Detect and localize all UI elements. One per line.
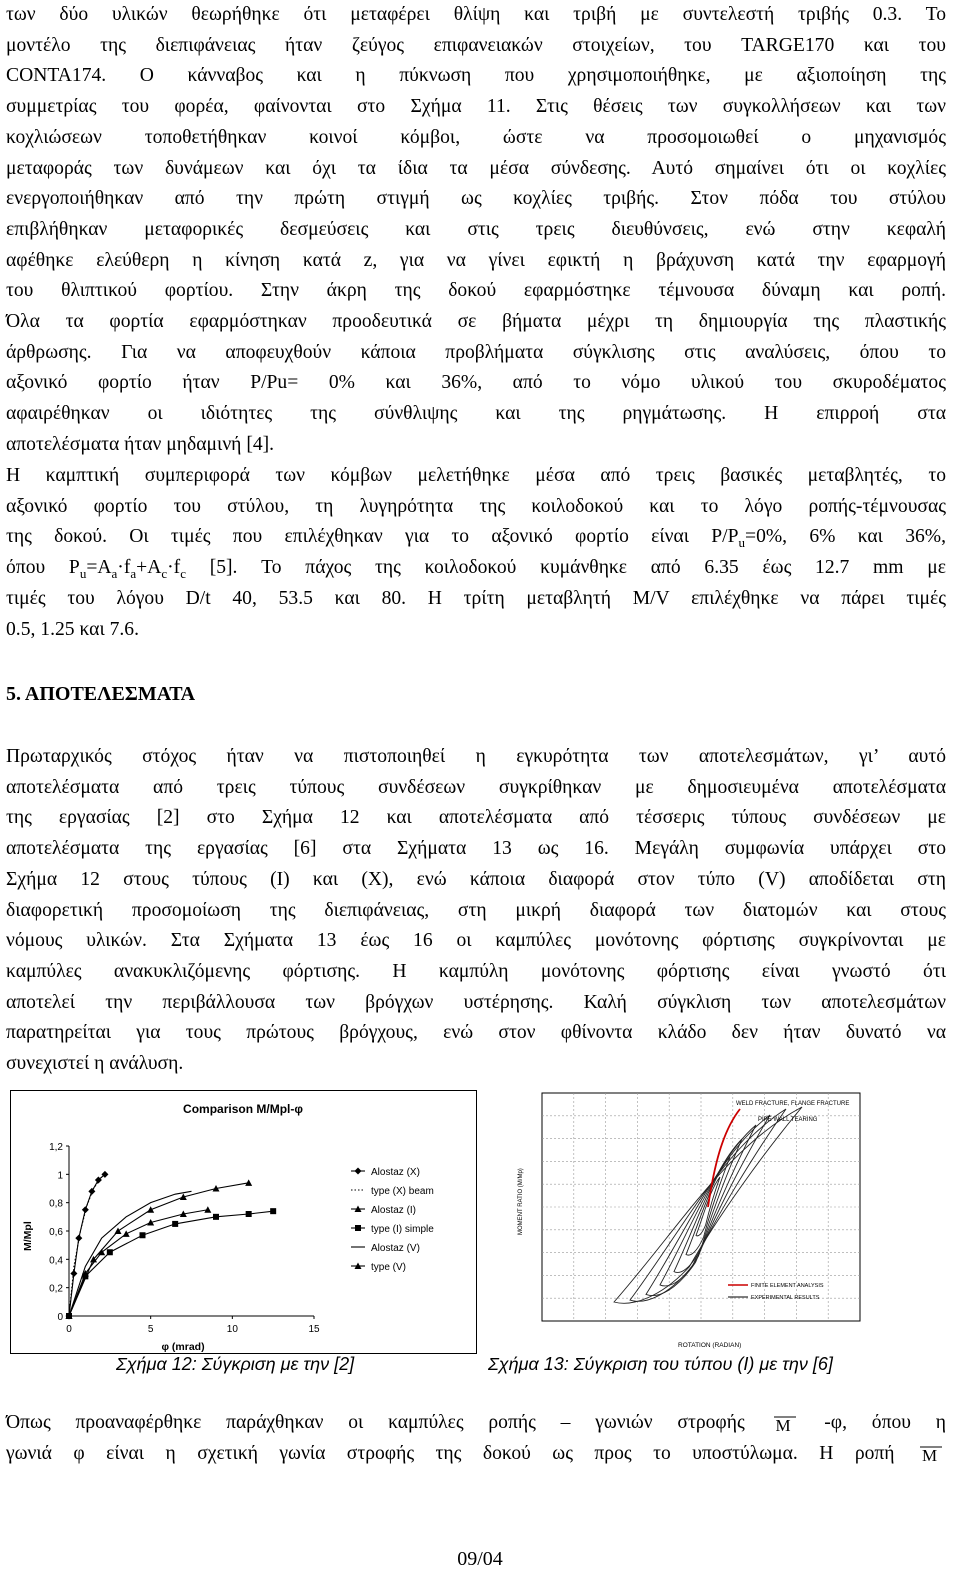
text-line: συνεχιστεί η ανάλυση. [6, 1053, 184, 1075]
data-point [123, 1230, 130, 1237]
text-line [6, 1408, 946, 1439]
legend-label: Alostaz (I) [371, 1205, 417, 1216]
x-tick-label: 15 [308, 1324, 320, 1335]
subscript: c [161, 566, 168, 582]
subscript: a [130, 566, 137, 582]
chart-title: Comparison M/Mpl-φ [183, 1102, 303, 1116]
text-line: αφέθηκε ελεύθερη η κίνηση κατά z, για να γίνει εφικτή η βράχυνση κατά την εφαρμογή [6, 249, 946, 271]
paragraph-results [6, 742, 946, 1080]
y-tick-label: 0,2 [49, 1283, 63, 1295]
text-line: διαφορετική προσομοίωση της διεπιφάνειας, στη μικρή διαφορά των διατομών και στους [6, 899, 946, 921]
paragraph-model-description [6, 0, 946, 461]
series-line [69, 1183, 249, 1316]
text-line: 0.5, 1.25 και 7.6. [6, 618, 140, 640]
page-number: 09/04 [457, 1548, 503, 1570]
series-line [69, 1210, 208, 1316]
data-point [270, 1208, 276, 1214]
y-tick-label: 0,8 [49, 1198, 63, 1210]
y-tick-label: 1,2 [49, 1142, 63, 1153]
text-line: μεταφοράς των δυνάμεων και όχι τα ίδια τα μέσα σύνδεσης. Αυτό σημαίνει ότι οι κοχλίες [6, 157, 946, 179]
y-axis-label: M/Mpl [22, 1221, 34, 1251]
subscript: u [738, 535, 746, 551]
fig13-x-label: ROTATION (RADIAN) [678, 1342, 742, 1349]
series-line [69, 1174, 105, 1316]
text-line: αποτελέσματα της εργασίας [6] στα Σχήματα 13 ως 16. Μεγάλη συμφωνία υπάρχει στο [6, 838, 946, 860]
data-point [75, 1235, 82, 1242]
x-tick-label: 5 [147, 1324, 154, 1335]
text-line: καμπύλες ανακυκλιζόμενης φόρτισης. Η καμπύλη μονότονης φόρτισης είναι γνωστό ότι [6, 960, 946, 982]
subscript: c [180, 566, 186, 582]
text-line: συμμετρίας του φορέα, φαίνονται στο Σχήμα 11. Στις θέσεις των συγκολλήσεων και των [6, 96, 946, 118]
legend-label: type (X) beam [371, 1186, 434, 1197]
text-segment: Όπως προαναφέρθηκε παράχθηκαν οι καμπύλες ροπής – γωνιών στροφής [6, 1412, 745, 1433]
y-tick-label: 0,4 [49, 1255, 63, 1267]
legend-marker [355, 1225, 361, 1231]
x-tick-label: 0 [66, 1324, 72, 1335]
legend-exp: EXPERIMENTAL RESULTS [751, 1295, 820, 1301]
text-segment: =0%, 6% και 36%, [745, 526, 947, 548]
text-line: αποτελεί την περιβάλλουσα των βρόγχων υστέρησης. Καλή σύγκλιση των αποτελεσμάτων [6, 991, 946, 1013]
data-point [140, 1232, 146, 1238]
text-line: άρθρωσης. Για να αποφευχθούν κάποια προβλήματα σύγκλισης στις αναλύσεις, όπου το [6, 341, 946, 363]
text-line [6, 1439, 946, 1470]
text-line: της εργασίας [2] στο Σχήμα 12 και αποτελέσματα από τέσσερις τύπους συνδέσεων με [6, 807, 946, 829]
m-bar-symbol [770, 1413, 800, 1435]
text-segment: =A [86, 557, 112, 579]
text-line: ενεργοποιήθηκαν από την πρώτη στιγμή ως κοχλίες τριβής. Στον πόδα του στύλου [6, 188, 946, 210]
text-line: CONTA174. Ο κάνναβος και η πύκνωση που χρησιμοποιήθηκε, με αξιοποίηση της [6, 65, 946, 87]
text-segment: ·f [117, 557, 131, 579]
x-axis-label: φ (mrad) [161, 1341, 205, 1353]
data-point [246, 1211, 252, 1217]
text-line: αξονικό φορτίο του στύλου, τη λυγηρότητα της κοιλοδοκού και το λόγο ροπής-τέμνουσας [6, 495, 946, 517]
text-line: νόμους υλικών. Στα Σχήματα 13 έως 16 οι καμπύλες μονότονης φόρτισης συγκρίνονται με [6, 930, 946, 952]
text-line: των δύο υλικών θεωρήθηκε ότι μεταφέρει θλίψη και τριβή με συντελεστή τριβής 0.3. Το [6, 4, 946, 25]
paragraph-moment-curves [6, 1408, 946, 1469]
annotation-pipe-wall: PIPE WALL TEARING [758, 1117, 818, 1123]
data-point [172, 1221, 178, 1227]
y-tick-label: 0 [57, 1312, 63, 1323]
text-segment: γωνιά φ είναι η σχετική γωνία στροφής της δοκού ως προς το υποστύλωμα. Η ροπή [6, 1442, 895, 1464]
text-line [6, 522, 946, 553]
text-line: Πρωταρχικός στόχος ήταν να πιστοποιηθεί η εγκυρότητα των αποτελεσμάτων, γι’ αυτό [6, 746, 946, 767]
series-line [69, 1211, 273, 1316]
comparison-chart [11, 1091, 476, 1353]
subscript: u [79, 566, 87, 582]
subscript: a [111, 566, 118, 582]
x-tick-label: 10 [226, 1324, 238, 1335]
text-line: αποτελέσματα από τρεις τύπους συνδέσεων συγκρίθηκαν με δημοσιευμένα αποτελέσματα [6, 776, 946, 798]
text-segment: [5]. Το πάχος της κοιλοδοκού κυμάνθηκε από 6.35 έως 12.7 mm με [185, 557, 946, 579]
text-line: αποτελέσματα ήταν μηδαμινή [4]. [6, 433, 275, 455]
data-point [147, 1206, 154, 1213]
figure-13-caption: Σχήμα 13: Σύγκριση του τύπου (I) με την [6] [488, 1354, 833, 1374]
text-segment: +A [136, 557, 162, 579]
data-point [213, 1214, 219, 1220]
legend-label: type (V) [371, 1262, 407, 1273]
legend-marker [355, 1168, 362, 1175]
text-line: κοχλιώσεων τοποθετήθηκαν κοινοί κόμβοι, ώστε να προσομοιωθεί ο μηχανισμός [6, 126, 946, 148]
legend-fe: FINITE ELEMENT ANALYSIS [751, 1283, 824, 1289]
y-tick-label: 0,6 [49, 1227, 63, 1238]
data-point [107, 1249, 113, 1255]
legend-label: type (I) simple [371, 1224, 434, 1235]
text-line: παρατηρείται για τους πρώτους βρόγχους, ενώ στον φθίνοντα κλάδο δεν ήταν δυνατό να [6, 1022, 946, 1044]
text-line: τιμές του λόγου D/t 40, 53.5 και 80. Η τρίτη μεταβλητή M/V επιλέχθηκε να πάρει τιμές [6, 587, 946, 609]
figure-12-chart [10, 1090, 477, 1354]
y-tick-label: 1 [57, 1170, 63, 1182]
figure-13-image [508, 1085, 873, 1353]
paragraph-variables [6, 461, 946, 645]
data-point [204, 1206, 211, 1213]
text-line: Η καμπτική συμπεριφορά των κόμβων μελετήθηκε μέσα από τρεις βασικές μεταβλητές, το [6, 465, 946, 486]
text-segment: όπου P [6, 557, 80, 579]
fig13-y-label: MOMENT RATIO (M/Mp) [518, 1168, 524, 1235]
text-segment: ·f [167, 557, 181, 579]
text-line: επιβλήθηκαν μεταφορικές δεσμεύσεις και στις τρεις διευθύνσεις, ενώ στην κεφαλή [6, 218, 946, 240]
text-line: του θλιπτικού φορτίου. Στην άκρη της δοκού εφαρμόστηκε τέμνουσα δύναμη και ροπή. [6, 280, 946, 302]
text-line: μοντέλο της διεπιφάνειας ήταν ζεύγος επιφανειακών στοιχείων, του TARGE170 και του [6, 34, 946, 56]
text-line: αφαιρέθηκαν οι ιδιότητες της σύνθλιψης και της ρηγμάτωσης. Η επιρροή στα [6, 403, 946, 425]
data-point [70, 1270, 77, 1277]
text-segment: -φ, όπου η [824, 1412, 946, 1433]
section-heading: 5. ΑΠΟΤΕΛΕΣΜΑΤΑ [6, 683, 196, 705]
m-bar-symbol [916, 1443, 946, 1465]
symbol-text: M [922, 1446, 938, 1466]
text-line: αξονικό φορτίο ήταν P/Pu= 0% και 36%, από το νόμο υλικού του σκυροδέματος [6, 372, 946, 394]
hysteresis-plot [508, 1085, 873, 1353]
data-point [115, 1228, 122, 1235]
text-line: Σχήμα 12 στους τύπους (I) και (X), ενώ κάποια διαφορά στον τύπο (V) αποδίδεται στη [6, 868, 946, 890]
legend-label: Alostaz (V) [371, 1243, 420, 1254]
text-segment: της δοκού. Οι τιμές που επιλέχθηκαν για το αξονικό φορτίο είναι P/P [6, 526, 739, 548]
annotation-weld-fracture: WELD FRACTURE, FLANGE FRACTURE [736, 1101, 850, 1107]
text-line [6, 553, 946, 584]
legend-label: Alostaz (X) [371, 1167, 420, 1178]
data-point [245, 1179, 252, 1186]
text-line: Όλα τα φορτία εφαρμόστηκαν προοδευτικά σε βήματα μέχρι τη δημιουργία της πλαστικής [6, 311, 946, 333]
figure-12-caption: Σχήμα 12: Σύγκριση με την [2] [116, 1354, 355, 1374]
symbol-text: M [775, 1415, 791, 1435]
